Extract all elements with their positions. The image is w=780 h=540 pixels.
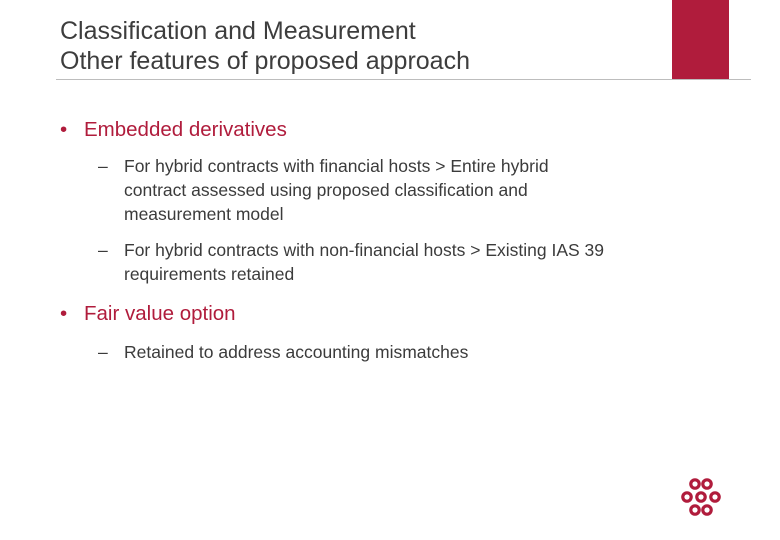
- subitem-marker: –: [98, 342, 108, 362]
- logo-petal: [697, 493, 705, 501]
- subitem-line: Retained to address accounting mismatches: [124, 342, 469, 362]
- logo-petal: [691, 480, 699, 488]
- subitem-accounting-mismatches: [98, 340, 738, 364]
- slide-title-line-2: Other features of proposed approach: [60, 47, 470, 75]
- subitem-marker: –: [98, 240, 108, 260]
- slide-title-line-1: Classification and Measurement: [60, 17, 416, 45]
- subitem-marker: –: [98, 156, 108, 176]
- header-accent-block: [672, 0, 729, 79]
- title-divider: [56, 79, 751, 80]
- subitem-non-financial-hosts: [98, 238, 758, 286]
- subitem-line: For hybrid contracts with financial hosts > Entire hybrid: [124, 156, 549, 176]
- subitem-financial-hosts: [98, 154, 738, 226]
- bullet-fair-value-option: [60, 302, 660, 326]
- logo-petal: [703, 480, 711, 488]
- flower-logo-icon: [680, 478, 722, 516]
- subitem-line: requirements retained: [124, 264, 295, 284]
- logo-petal: [703, 506, 711, 514]
- bullet-label: Fair value option: [84, 302, 236, 325]
- slide-title: [60, 16, 660, 76]
- bullet-marker: •: [60, 302, 68, 325]
- bullet-label: Embedded derivatives: [84, 118, 287, 141]
- bullet-embedded-derivatives: [60, 118, 660, 142]
- subitem-line: measurement model: [124, 204, 284, 224]
- bullet-marker: •: [60, 118, 68, 141]
- logo-petal: [691, 506, 699, 514]
- subitem-line: contract assessed using proposed classification and: [124, 180, 528, 200]
- logo-petal: [711, 493, 719, 501]
- subitem-line: For hybrid contracts with non-financial hosts > Existing IAS 39: [124, 240, 605, 260]
- logo-petal: [683, 493, 691, 501]
